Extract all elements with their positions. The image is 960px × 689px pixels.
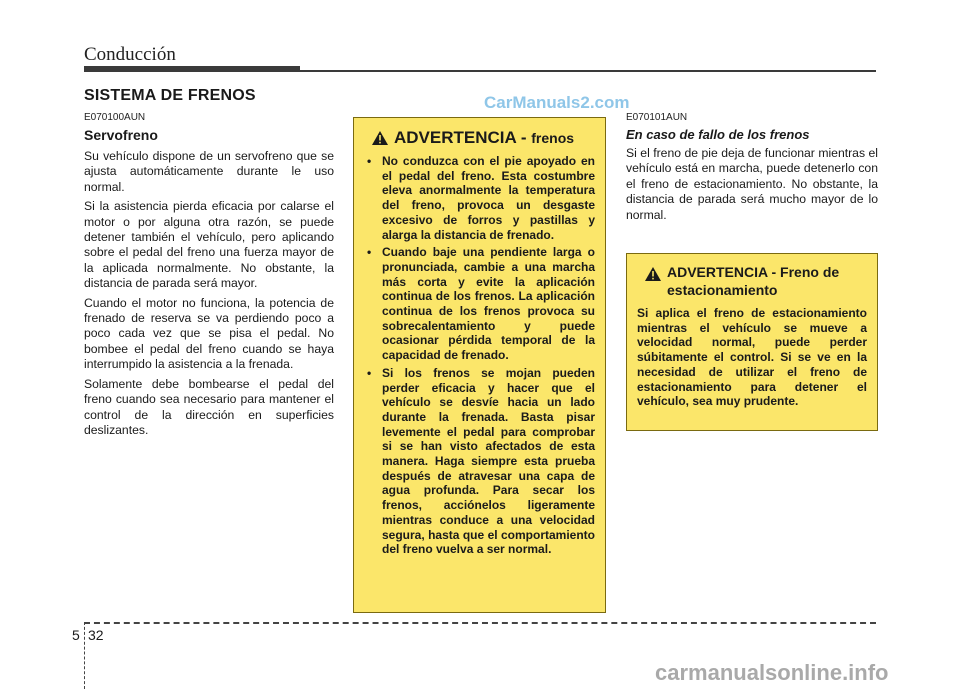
- section-code: E070101AUN: [626, 112, 688, 123]
- paragraph: Si el freno de pie deja de funcionar mientras el vehículo está en marcha, puede detenerlo con el freno de estacionamiento. No obstante, la distancia de parada será mucho mayor de lo normal.: [626, 146, 878, 222]
- warning-title: ADVERTENCIA -: [667, 264, 781, 280]
- servofreno-heading: Servofreno: [84, 127, 158, 143]
- bullet-icon: •: [367, 154, 372, 168]
- warning-triangle-icon: [372, 131, 388, 145]
- warning-box-estacionamiento: [626, 253, 878, 431]
- warning-subtitle: frenos: [531, 130, 575, 146]
- warning-title: ADVERTENCIA -: [394, 128, 532, 147]
- header-rule: [300, 70, 876, 72]
- fallo-frenos-heading: En caso de fallo de los frenos: [626, 127, 810, 142]
- warning-box-frenos: [353, 117, 606, 613]
- left-column: [84, 112, 334, 442]
- footer-watermark: carmanualsonline.info: [655, 660, 889, 685]
- bullet-icon: •: [367, 365, 372, 380]
- warning-item: • Si los frenos se mojan pueden perder eficacia y hacer que el vehículo se desvíe hacia un lado durante la frenada. Basta pisar levemente el pedal para comprobar si se han visto afectados de esta manera. Haga siempre esta prueba después de atravesar una capa de agua profunda. Para secar los frenos, acciónelos ligeramente mientras conduce a una velocidad segura, hasta que el comportamiento del freno vuelva a ser normal.: [367, 365, 595, 557]
- section-title: SISTEMA DE FRENOS: [84, 87, 256, 104]
- page-number: 32: [88, 627, 104, 643]
- right-column: [626, 112, 878, 227]
- warning-text: Si aplica el freno de estacionamiento mientras el vehículo se mueve a velocidad normal, puede perder súbitamente el control. Si se ve en la necesidad de utilizar el freno de estacionamiento para detener el vehículo, sea muy prudente.: [637, 306, 867, 409]
- paragraph: Cuando el motor no funciona, la potencia de frenado de reserva se va perdiendo poco a poco cada vez que se pisa el pedal. No bombee el pedal del freno cuando se haya interrumpido la asistencia a la frenada.: [84, 295, 334, 372]
- warning-subtitle: Freno de estacionamiento: [667, 264, 840, 298]
- paragraph: Su vehículo dispone de un servofreno que se ajusta automáticamente durante le uso normal.: [84, 149, 334, 194]
- warning-list: [364, 154, 595, 557]
- chapter-title: Conducción: [84, 44, 176, 65]
- paragraph: Solamente debe bombearse el pedal del freno cuando sea necesario para mantener el control de la dirección en superficies deslizantes.: [84, 376, 334, 437]
- paragraph: Si la asistencia pierda eficacia por calarse el motor o por alguna otra razón, se puede detener también el vehículo, pero aplicando sobre el pedal del freno una fuerza mayor de la aplicada normalmente. No obstante, la distancia de parada será mayor.: [84, 199, 334, 291]
- page-chapter-number: 5: [72, 627, 80, 643]
- watermark: CarManuals2.com: [484, 93, 630, 112]
- footer-vertical-rule: [84, 622, 86, 689]
- header-bar: [84, 66, 300, 72]
- section-code: E070100AUN: [84, 112, 146, 123]
- warning-triangle-icon: [645, 267, 661, 281]
- warning-header: [364, 128, 595, 148]
- warning-item: • Cuando baje una pendiente larga o pronunciada, cambie a una marcha más corta y evite la aplicación continua de los frenos. La aplicación continua de los frenos provoca su sobrecalentamiento y puede ocasionar pérdida temporal de la capacidad de frenado.: [367, 245, 595, 363]
- warning-item: • No conduzca con el pie apoyado en el pedal del freno. Esta costumbre eleva anormalmente la temperatura del freno, provoca un desgaste excesivo de forros y pastillas y alarga la distancia de frenado.: [367, 154, 595, 242]
- warning-header: [637, 264, 867, 300]
- bullet-icon: •: [367, 245, 372, 260]
- footer-rule: [84, 622, 876, 625]
